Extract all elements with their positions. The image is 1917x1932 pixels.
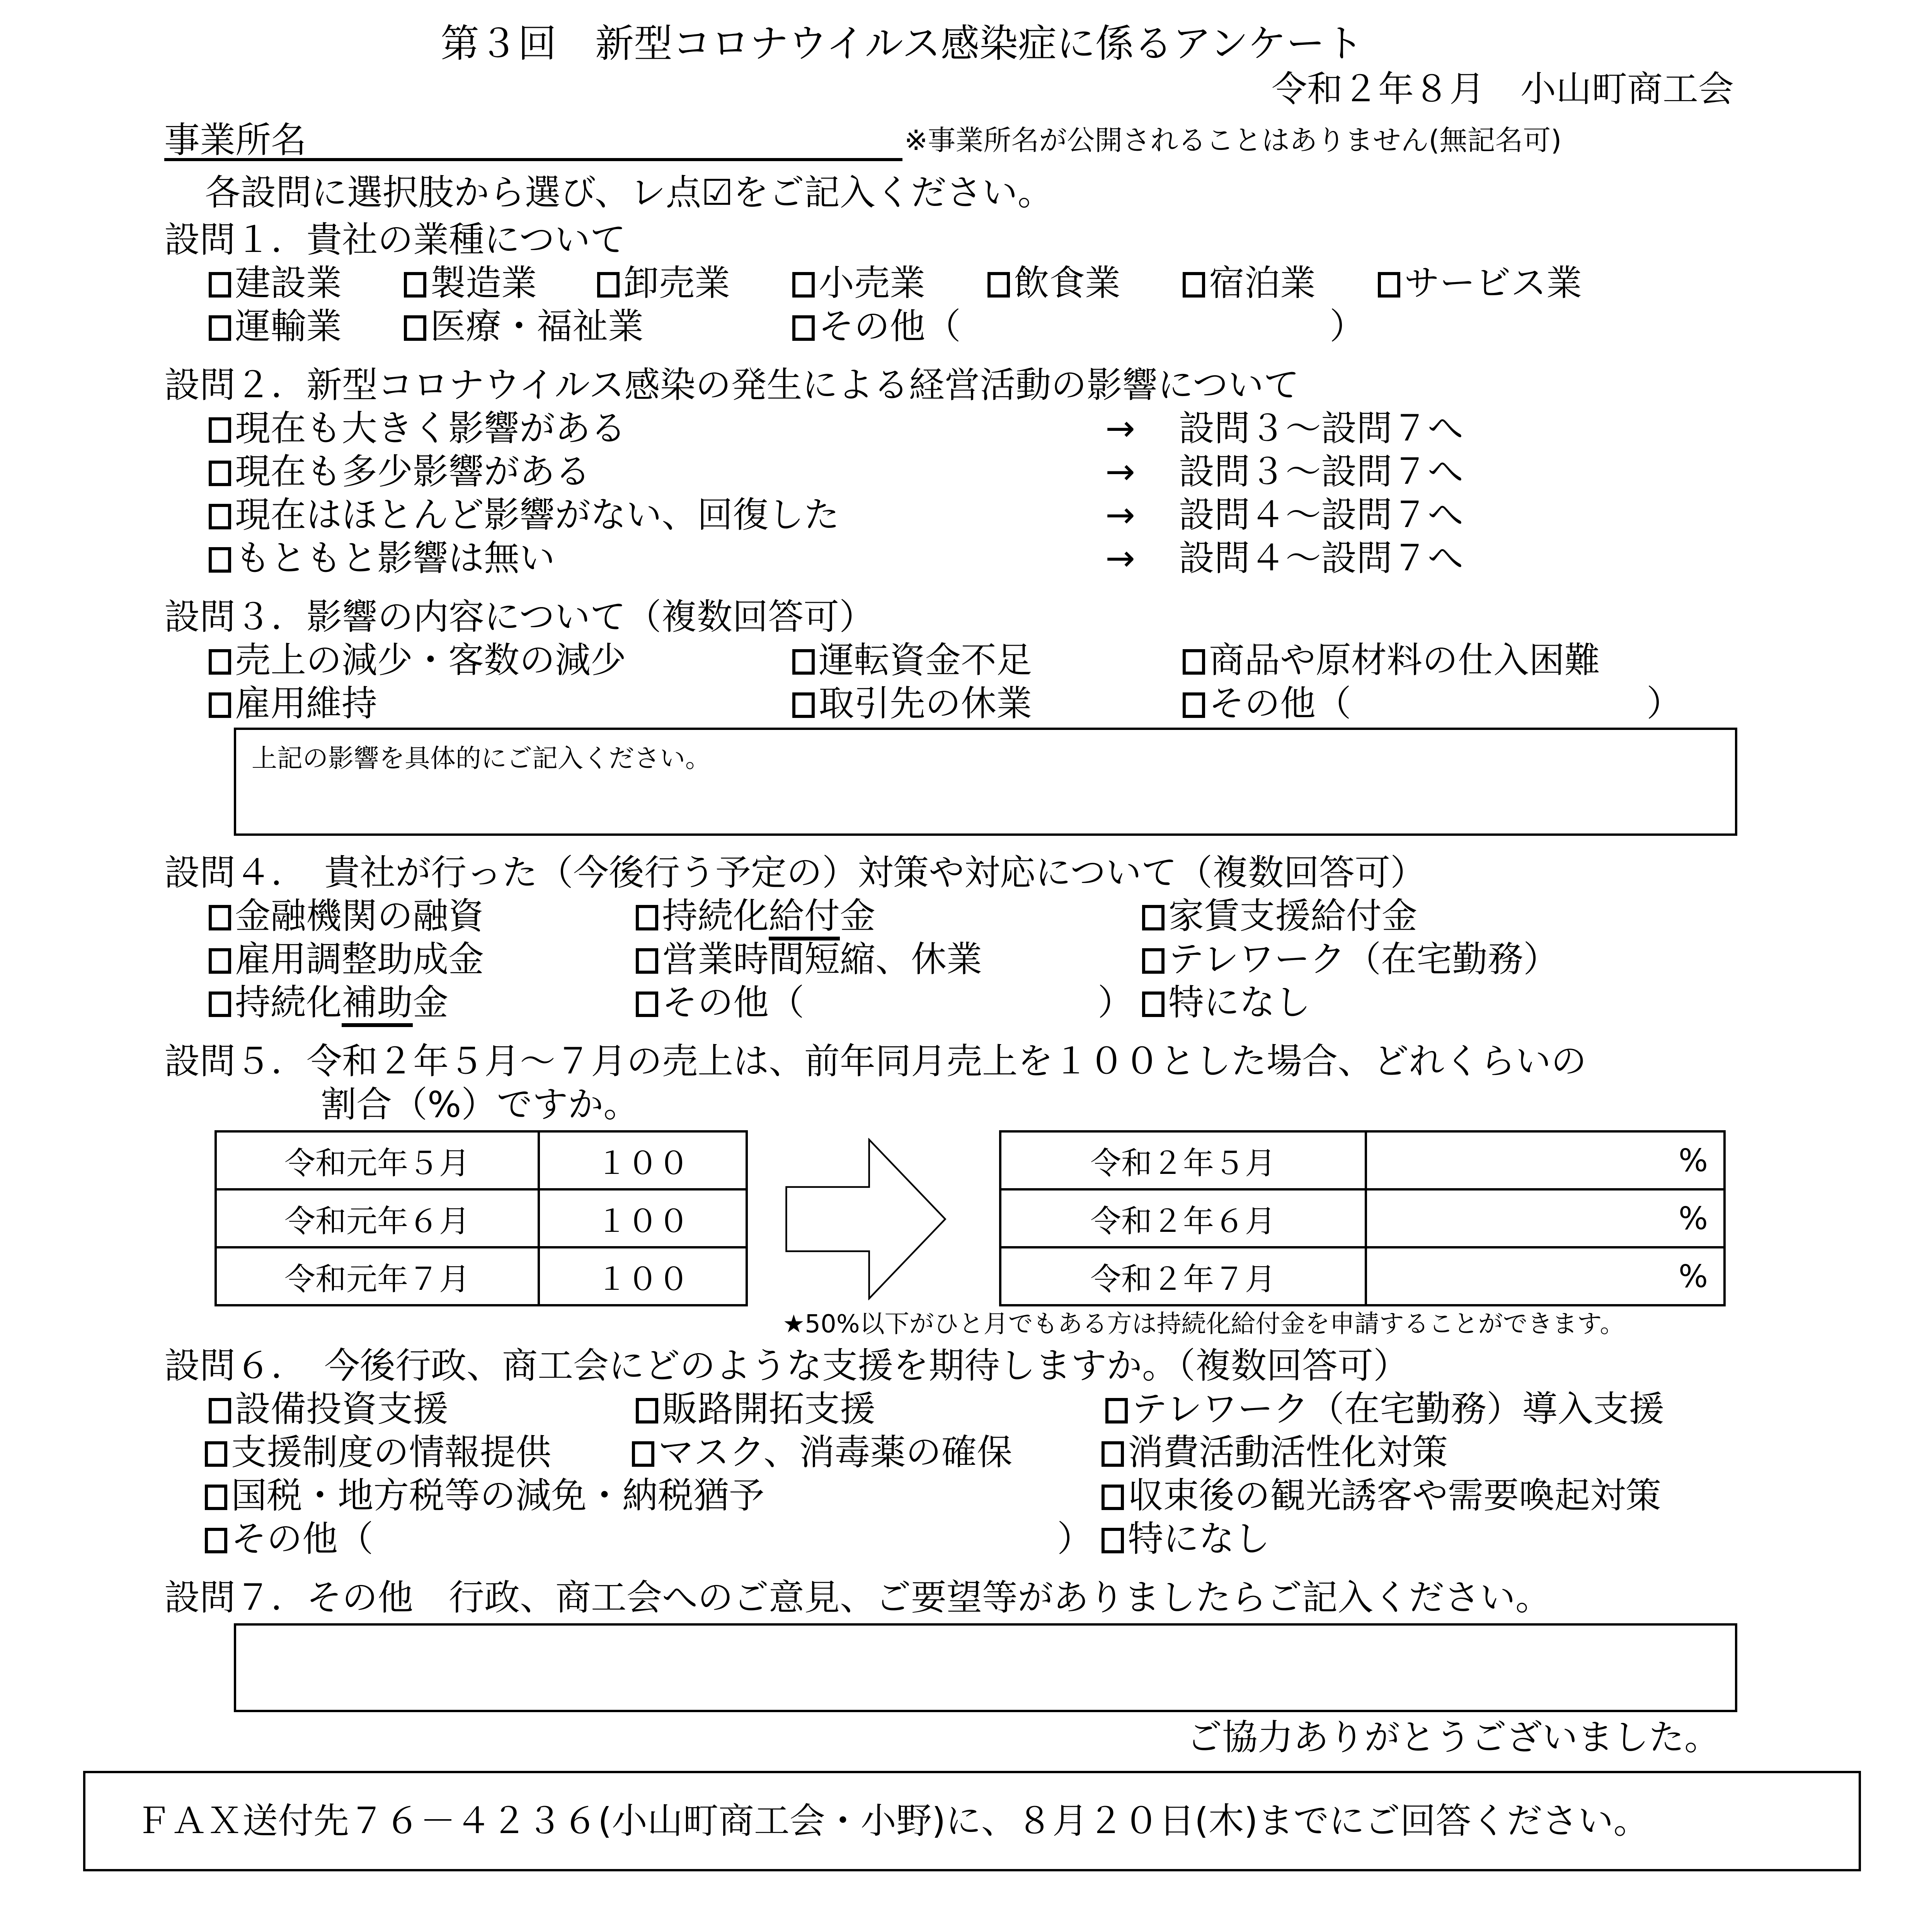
q3-options-row: [0, 682, 1917, 725]
checked-checkbox-icon: ☑: [701, 172, 733, 213]
month-cell: 令和２年５月: [1000, 1131, 1366, 1189]
checkbox[interactable]: [987, 272, 1010, 298]
checkbox[interactable]: [209, 315, 231, 341]
spacer: [0, 836, 1917, 851]
option-label: 小売業: [819, 262, 926, 304]
q2-option-row: [0, 537, 1917, 580]
value-cell: １００: [539, 1247, 747, 1305]
arrow-right-icon: →: [1105, 537, 1136, 579]
prev-year-table: [215, 1130, 748, 1306]
q3-option[interactable]: [209, 682, 377, 725]
q3-detail-wrap: [0, 725, 1917, 836]
option-label: その他（: [1209, 683, 1352, 724]
q1-option[interactable]: [597, 262, 730, 305]
q1-option[interactable]: [1378, 262, 1582, 305]
business-name-note: ※事業所名が公開されることはありません(無記名可): [904, 124, 1562, 156]
right-arrow-icon: [785, 1138, 947, 1300]
option-label: サービス業: [1404, 262, 1582, 304]
option-label: 建設業: [235, 262, 342, 304]
q6-option-other[interactable]: [205, 1517, 373, 1561]
checkbox[interactable]: [1183, 649, 1205, 675]
checkbox[interactable]: [205, 1528, 227, 1553]
table-row: [1000, 1131, 1725, 1189]
instruction-row: [0, 171, 1917, 214]
q6-option[interactable]: [1105, 1388, 1664, 1431]
option-label: 運輸業: [235, 306, 342, 347]
q4-option[interactable]: [636, 895, 875, 938]
q4-options-row: [0, 981, 1917, 1024]
q2-next: 設問４〜設問７へ: [1179, 494, 1464, 536]
q4-option[interactable]: [209, 895, 484, 938]
q4-option[interactable]: [636, 938, 982, 981]
percent-cell[interactable]: [1366, 1131, 1725, 1189]
table-row: [216, 1131, 747, 1189]
option-label: 現在も大きく影響がある: [235, 408, 627, 449]
q1-options-row: [0, 262, 1917, 305]
q5-note-row: [0, 1308, 1917, 1340]
fax-wrap: [0, 1759, 1917, 1871]
q6-other-close: ）: [1057, 1518, 1093, 1560]
q5-tables: [0, 1130, 1917, 1308]
option-label: 雇用維持: [235, 683, 378, 724]
option-label-suffix: 金: [840, 895, 876, 937]
option-label: 特になし: [1128, 1518, 1270, 1560]
option-label: 収束後の観光誘客や需要喚起対策: [1128, 1475, 1662, 1516]
checkbox[interactable]: [205, 1485, 227, 1510]
month-cell: 令和元年５月: [216, 1131, 539, 1189]
q7-comment-wrap: [0, 1619, 1917, 1712]
checkbox[interactable]: [1102, 1485, 1124, 1510]
q7-title: 設問７．その他 行政、商工会へのご意見、ご要望等がありましたらご記入ください。: [164, 1577, 1551, 1618]
q2-next: 設問３〜設問７へ: [1179, 451, 1464, 492]
option-label: 売上の減少・客数の減少: [235, 639, 627, 681]
q1-option[interactable]: [987, 262, 1120, 305]
checkbox[interactable]: [636, 905, 658, 930]
q7-comment-box[interactable]: [234, 1623, 1737, 1712]
option-label: 現在はほとんど影響がない、回復した: [235, 494, 840, 536]
q2-option[interactable]: [209, 407, 626, 450]
q2-option-row: [0, 407, 1917, 450]
instruction: [205, 171, 1053, 214]
q3-option[interactable]: [792, 682, 1032, 725]
option-label: 消費活動活性化対策: [1128, 1432, 1448, 1473]
percent-cell[interactable]: [1366, 1247, 1725, 1305]
month-cell: 令和２年７月: [1000, 1247, 1366, 1305]
option-label: 卸売業: [623, 262, 730, 304]
option-label: もともと影響は無い: [235, 537, 555, 579]
q4-option[interactable]: [1142, 895, 1417, 938]
instruction-suffix: をご記入ください。: [733, 172, 1053, 213]
q4-options-row: [0, 938, 1917, 981]
checkbox[interactable]: [1142, 905, 1165, 930]
checkbox[interactable]: [1378, 272, 1400, 298]
instruction-prefix: 各設問に選択肢から選び、レ点: [205, 172, 701, 213]
spacer: [0, 1340, 1917, 1344]
date-row: [0, 68, 1917, 111]
spacer: [0, 580, 1917, 595]
table-row: [1000, 1189, 1725, 1247]
checkbox[interactable]: [636, 992, 658, 1017]
q1-option[interactable]: [404, 305, 644, 348]
table-row: [1000, 1247, 1725, 1305]
option-label: 金融機関の融資: [235, 895, 484, 937]
checkbox[interactable]: [209, 504, 231, 529]
q6-options-row: [0, 1388, 1917, 1431]
checkbox[interactable]: [636, 1398, 658, 1423]
q1-title-row: [0, 218, 1917, 262]
percent-unit: %: [1678, 1142, 1708, 1179]
spacer: [0, 1126, 1917, 1130]
survey-title: 第３回 新型コロナウイルス感染症に係るアンケート: [441, 21, 1364, 66]
option-label: 取引先の休業: [819, 683, 1032, 724]
business-name-underline: [164, 158, 902, 161]
q4-option[interactable]: [1142, 981, 1311, 1024]
spacer: [0, 111, 1917, 119]
q3-options-row: [0, 639, 1917, 682]
option-label: 家賃支援給付金: [1168, 895, 1418, 937]
q6-option[interactable]: [209, 1388, 448, 1431]
arrow-right-icon: →: [1105, 451, 1136, 492]
option-label: 雇用調整助成金: [235, 939, 484, 980]
checkbox[interactable]: [209, 692, 231, 718]
q6-options-row: [0, 1474, 1917, 1517]
option-label: 宿泊業: [1209, 262, 1316, 304]
q6-options-row: [0, 1431, 1917, 1474]
q5-title-line1: 設問５．令和２年５月〜７月の売上は、前年同月売上を１００とした場合、どれくらいの: [164, 1041, 1587, 1082]
option-label: その他（: [662, 982, 805, 1023]
option-label-suffix: 金: [413, 982, 449, 1023]
checkbox[interactable]: [209, 1398, 231, 1423]
q4-other-close: ）: [1098, 982, 1134, 1023]
value-cell: １００: [539, 1131, 747, 1189]
option-label-underlined: 給付: [769, 895, 840, 940]
q4-title-row: [0, 851, 1917, 895]
q2-option[interactable]: [209, 537, 555, 580]
month-cell: 令和元年６月: [216, 1189, 539, 1247]
spacer: [0, 1024, 1917, 1040]
business-name-label: 事業所名: [164, 119, 307, 161]
arrow-right-icon: →: [1105, 494, 1136, 536]
checkbox[interactable]: [1102, 1441, 1124, 1467]
spacer: [0, 1561, 1917, 1576]
q3-option-other[interactable]: [1183, 682, 1351, 725]
q1-option[interactable]: [1183, 262, 1316, 305]
q1-option[interactable]: [209, 262, 342, 305]
option-label: 特になし: [1168, 982, 1311, 1023]
option-label: 国税・地方税等の減免・納税猶予: [231, 1475, 765, 1516]
checkbox[interactable]: [1142, 948, 1165, 974]
q5-title-row: [0, 1083, 1917, 1126]
q2-title-row: [0, 364, 1917, 407]
checkbox[interactable]: [792, 649, 815, 675]
this-year-table: [999, 1130, 1726, 1306]
date-organization: 令和２年８月 小山町商工会: [1272, 68, 1734, 110]
q6-option[interactable]: [205, 1431, 551, 1474]
option-label-prefix: 持続化: [235, 982, 342, 1023]
month-cell: 令和元年７月: [216, 1247, 539, 1305]
title-row: [0, 19, 1917, 68]
q2-option[interactable]: [209, 450, 591, 493]
percent-cell[interactable]: [1366, 1189, 1725, 1247]
fax-box: [83, 1771, 1861, 1871]
option-label: 医療・福祉業: [430, 306, 644, 347]
option-label-underlined: 補助: [342, 982, 413, 1027]
thanks-row: [0, 1716, 1917, 1759]
checkbox[interactable]: [205, 1441, 227, 1467]
checkbox[interactable]: [1183, 692, 1205, 718]
checkbox[interactable]: [209, 417, 231, 443]
spacer: [0, 162, 1917, 171]
q1-title: 設問１．貴社の業種について: [164, 219, 626, 260]
option-label: 営業時間短縮、休業: [662, 939, 982, 980]
option-label: テレワーク（在宅勤務）: [1168, 939, 1559, 980]
checkbox[interactable]: [404, 315, 426, 341]
checkbox[interactable]: [209, 992, 231, 1017]
checkbox[interactable]: [632, 1441, 654, 1467]
checkbox[interactable]: [597, 272, 620, 298]
checkbox[interactable]: [792, 315, 815, 341]
arrow-right-icon: →: [1105, 408, 1136, 449]
checkbox[interactable]: [209, 272, 231, 298]
q3-option[interactable]: [209, 639, 626, 682]
q6-option[interactable]: [1102, 1431, 1448, 1474]
value-cell: １００: [539, 1189, 747, 1247]
checkbox[interactable]: [1102, 1528, 1124, 1553]
thanks-message: ご協力ありがとうございました。: [1187, 1717, 1720, 1758]
checkbox[interactable]: [209, 649, 231, 675]
table-row: [216, 1247, 747, 1305]
q5-note: ★50%以下がひと月でもある方は持続化給付金を申請することができます。: [783, 1310, 1625, 1338]
q2-title: 設問２．新型コロナウイルス感染の発生による経営活動の影響について: [164, 364, 1299, 406]
q3-detail-label: 上記の影響を具体的にご記入ください。: [252, 743, 711, 773]
checkbox[interactable]: [209, 948, 231, 974]
spacer: [0, 1712, 1917, 1716]
q6-option[interactable]: [205, 1474, 764, 1517]
q6-option[interactable]: [1102, 1517, 1270, 1561]
q4-title: 設問４． 貴社が行った（今後行う予定の）対策や対応について（複数回答可）: [164, 852, 1426, 893]
q1-option[interactable]: [792, 262, 925, 305]
checkbox[interactable]: [792, 272, 815, 298]
q1-option[interactable]: [209, 305, 342, 348]
option-label: 商品や原材料の仕入困難: [1209, 639, 1600, 681]
q1-other-close: ）: [1330, 306, 1365, 347]
q2-next: 設問４〜設問７へ: [1179, 537, 1464, 579]
option-label: テレワーク（在宅勤務）導入支援: [1132, 1388, 1665, 1430]
spacer: [0, 348, 1917, 364]
q6-option[interactable]: [636, 1388, 875, 1431]
option-label: マスク、消毒薬の確保: [658, 1432, 1013, 1473]
checkbox[interactable]: [404, 272, 426, 298]
q6-options-row: [0, 1517, 1917, 1561]
q3-title: 設問３．影響の内容について（複数回答可）: [164, 596, 875, 638]
checkbox[interactable]: [209, 461, 231, 486]
q3-option[interactable]: [1183, 639, 1600, 682]
q4-options-row: [0, 895, 1917, 938]
option-label: 製造業: [430, 262, 537, 304]
q2-next: 設問３〜設問７へ: [1179, 408, 1464, 449]
q4-option[interactable]: [209, 981, 448, 1024]
q3-detail-box[interactable]: [234, 728, 1737, 836]
option-label-prefix: 持続化: [662, 895, 769, 937]
percent-unit: %: [1678, 1258, 1708, 1294]
q4-option[interactable]: [1142, 938, 1559, 981]
checkbox[interactable]: [209, 547, 231, 573]
q6-title-row: [0, 1344, 1917, 1388]
q2-option[interactable]: [209, 493, 839, 537]
q2-option-row: [0, 493, 1917, 537]
option-label: その他（: [819, 306, 961, 347]
q6-title: 設問６． 今後行政、商工会にどのような支援を期待しますか。（複数回答可）: [164, 1345, 1409, 1386]
q3-title-row: [0, 595, 1917, 639]
q6-option[interactable]: [1102, 1474, 1661, 1517]
option-label: 設備投資支援: [235, 1388, 449, 1430]
q4-option-other[interactable]: [636, 981, 804, 1024]
percent-unit: %: [1678, 1200, 1708, 1236]
option-label: その他（: [231, 1518, 374, 1560]
q4-option[interactable]: [209, 938, 484, 981]
q6-option[interactable]: [632, 1431, 1012, 1474]
q1-option[interactable]: [404, 262, 537, 305]
checkbox[interactable]: [636, 948, 658, 974]
month-cell: 令和２年６月: [1000, 1189, 1366, 1247]
q5-title-line2: 割合（%）ですか。: [321, 1084, 639, 1125]
checkbox[interactable]: [792, 692, 815, 718]
checkbox[interactable]: [1105, 1398, 1128, 1423]
q3-other-close: ）: [1646, 683, 1682, 724]
q3-option[interactable]: [792, 639, 1032, 682]
q5-title-row: [0, 1040, 1917, 1083]
table-row: [216, 1189, 747, 1247]
q2-option-row: [0, 450, 1917, 493]
option-label: 飲食業: [1014, 262, 1121, 304]
spacer: [0, 214, 1917, 218]
checkbox[interactable]: [1183, 272, 1205, 298]
option-label: 現在も多少影響がある: [235, 451, 591, 492]
option-label: 運転資金不足: [819, 639, 1032, 681]
business-name-input[interactable]: [309, 120, 897, 157]
q7-title-row: [0, 1576, 1917, 1619]
business-name-row: [0, 119, 1917, 162]
checkbox[interactable]: [209, 905, 231, 930]
q1-options-row: [0, 305, 1917, 348]
option-label: 販路開拓支援: [662, 1388, 876, 1430]
option-label: 支援制度の情報提供: [231, 1432, 552, 1473]
checkbox[interactable]: [1142, 992, 1165, 1017]
q1-option-other[interactable]: [792, 305, 961, 348]
fax-instruction: ＦＡＸ送付先７６－４２３６(小山町商工会・小野)に、８月２０日(木)までにご回答ください。: [136, 1800, 1649, 1842]
